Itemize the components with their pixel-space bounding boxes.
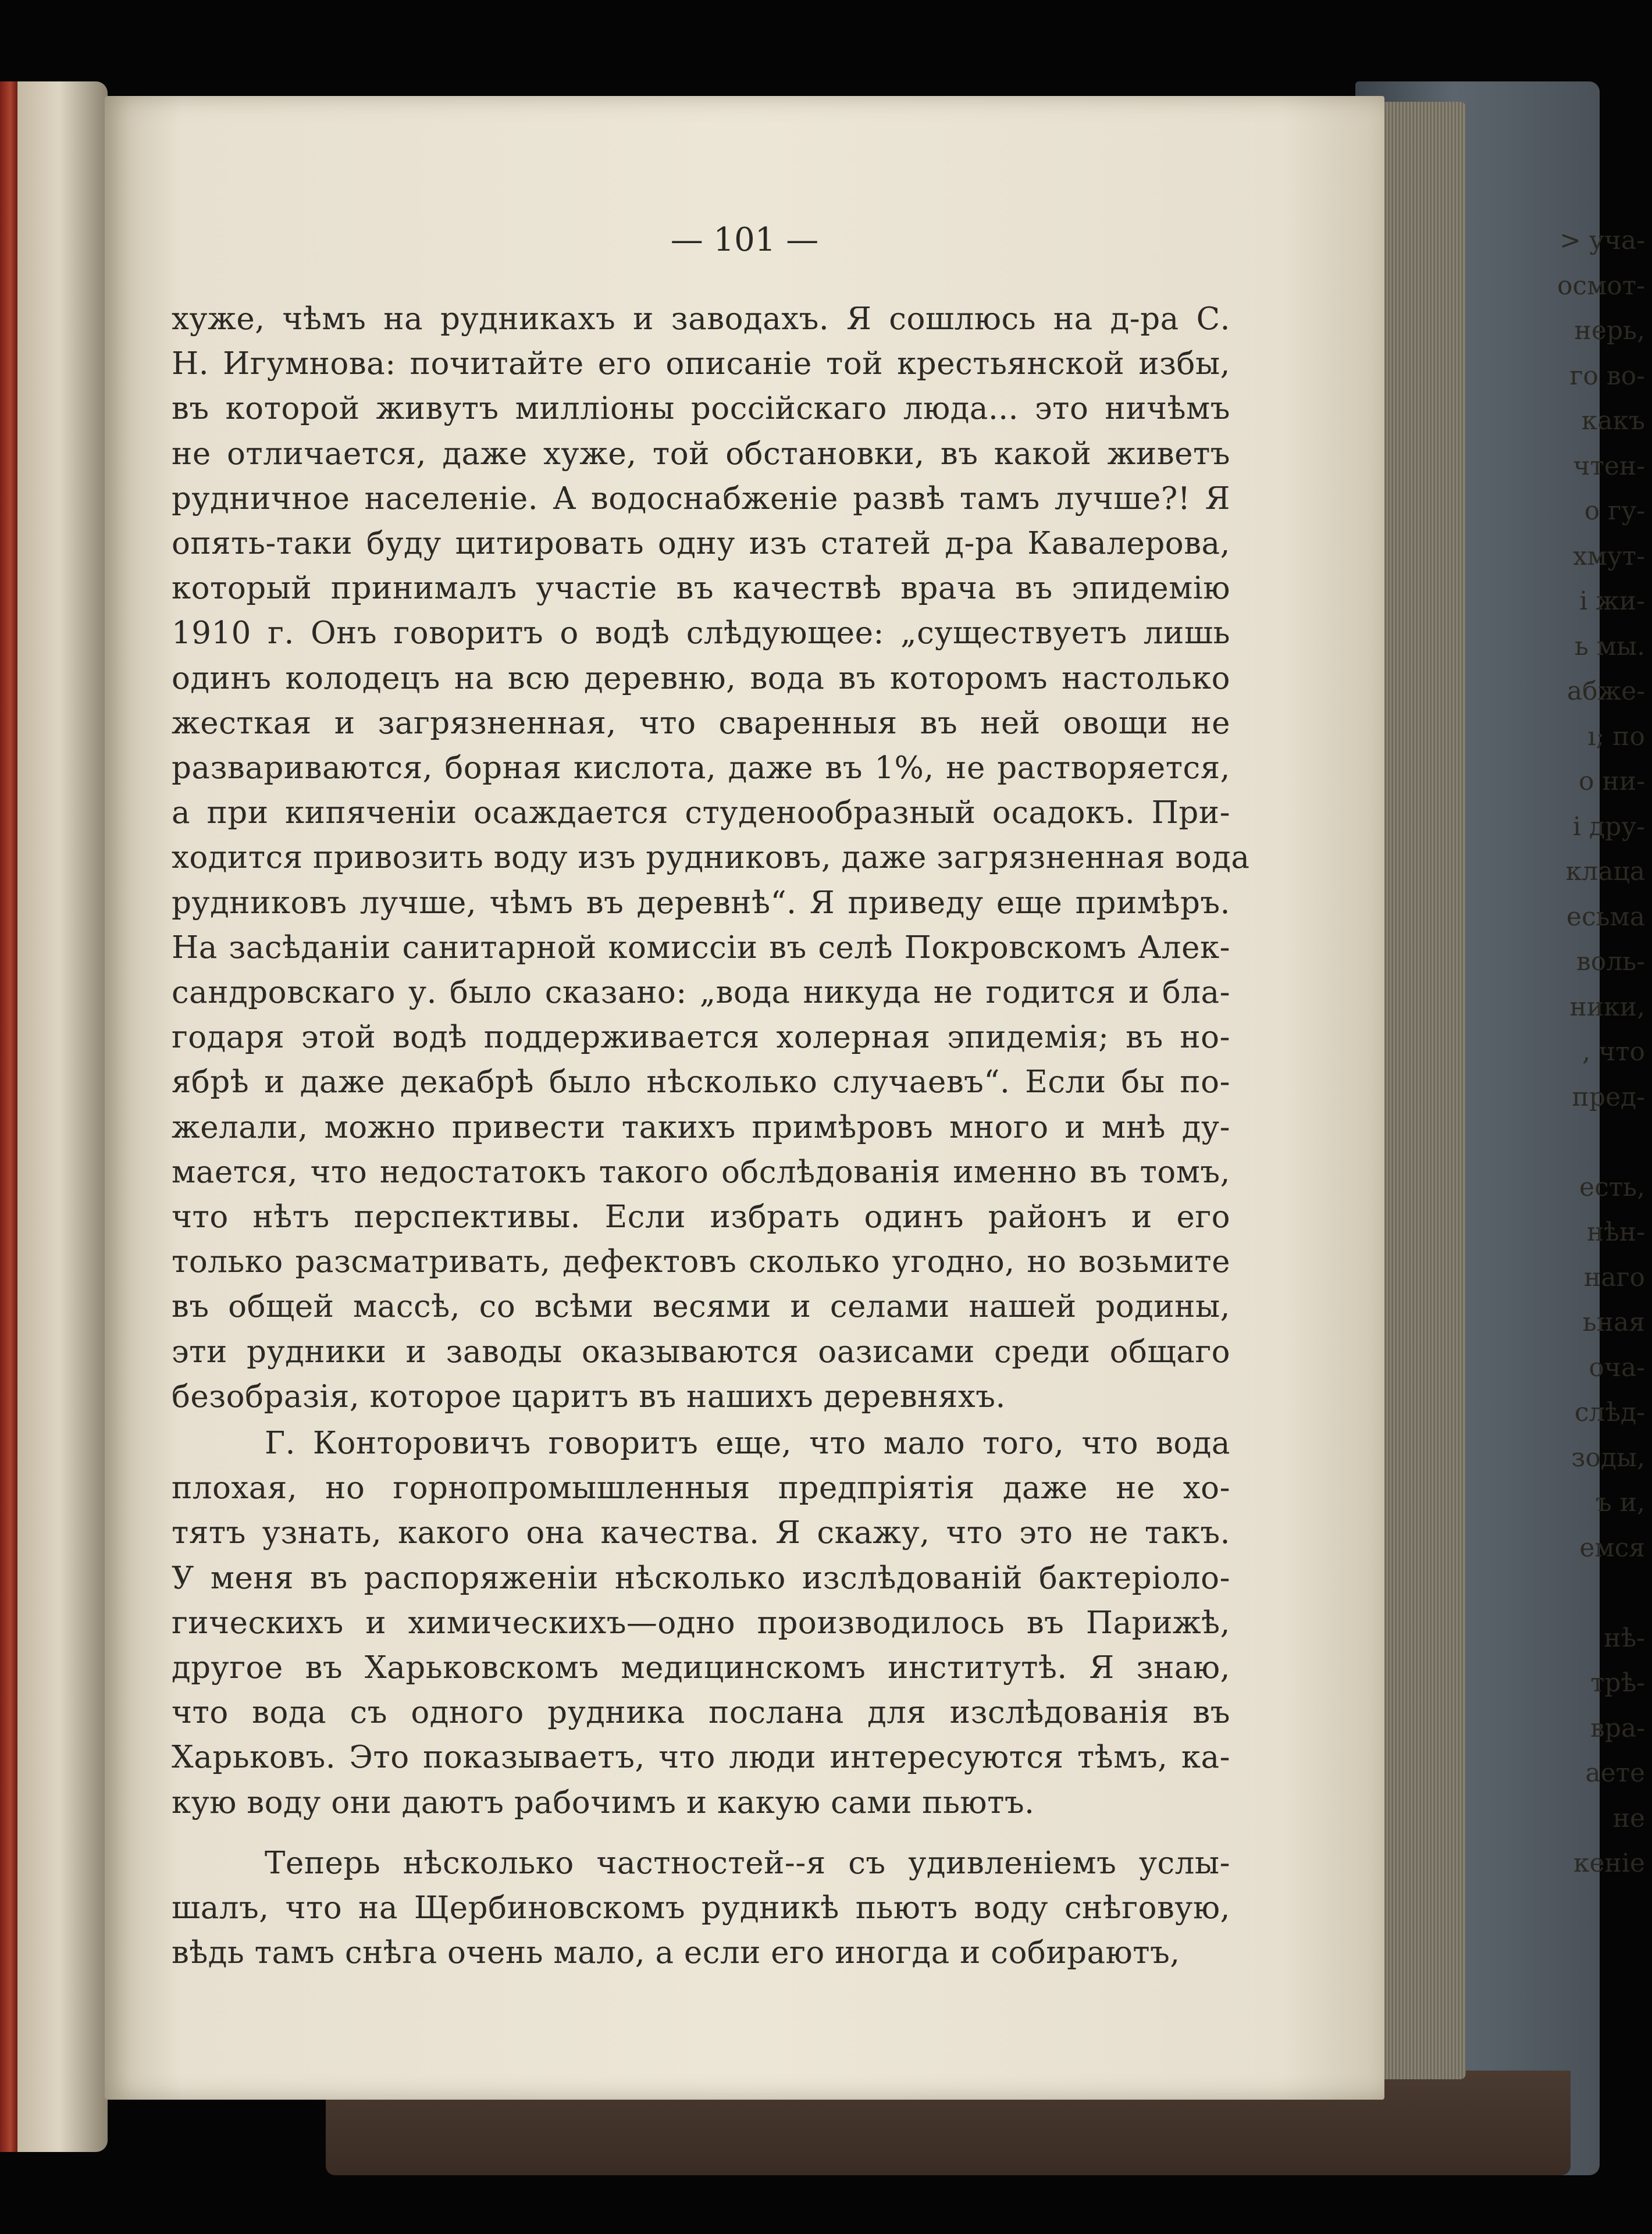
text-line: эти рудники и заводы оказываются оазисами среди общаго (172, 1334, 1230, 1370)
left-page-fragment: наго (1583, 1262, 1645, 1292)
text-line: кую воду они даютъ рабочимъ и какую сами пьютъ. (172, 1784, 1035, 1820)
text-line: ябрѣ и даже декабрѣ было нѣсколько случаевъ“. Если бы по- (172, 1064, 1230, 1100)
page-block-edges (1379, 102, 1466, 2079)
left-page-red-edge (0, 81, 17, 2152)
text-line: гическихъ и химическихъ—одно производилось въ Парижѣ, (172, 1605, 1230, 1641)
text-line: 1910 г. Онъ говоритъ о водѣ слѣдующее: „существуетъ лишь (172, 615, 1230, 651)
text-line: сандровскаго у. было сказано: „вода никуда не годится и бла- (172, 975, 1230, 1011)
left-page-fragment: не (1612, 1803, 1645, 1833)
paragraph (172, 297, 1250, 1419)
text-line: мается, что недостатокъ такого обслѣдованія именно въ томъ, (172, 1154, 1230, 1190)
left-page-fragment: го во- (1569, 361, 1645, 391)
text-line: безобразія, которое царитъ въ нашихъ деревняхъ. (172, 1378, 1006, 1414)
left-page-text-fragments (1552, 218, 1645, 1886)
text-line: въ которой живутъ милліоны россійскаго люда... это ничѣмъ (172, 391, 1230, 427)
left-page-fragment: воль- (1576, 947, 1645, 977)
text-line: Теперь нѣсколько частностей--я съ удивленіемъ услы- (265, 1845, 1230, 1881)
left-page-fragment: і дру- (1572, 811, 1645, 842)
left-page-fragment: ники, (1569, 992, 1645, 1022)
left-page-fragment: чтен- (1573, 451, 1645, 481)
text-line: опять-таки буду цитировать одну изъ статей д-ра Кавалерова, (172, 526, 1230, 562)
text-line: Харьковъ. Это показываетъ, что люди интересуются тѣмъ, ка- (172, 1740, 1230, 1776)
text-line: что вода съ одного рудника послана для изслѣдованія въ (172, 1695, 1230, 1731)
text-line: жесткая и загрязненная, что сваренныя въ ней овощи не (172, 705, 1230, 741)
left-page-fragment (1552, 1120, 1645, 1165)
text-line: рудниковъ лучше, чѣмъ въ деревнѣ“. Я приведу еще примѣръ. (172, 885, 1230, 921)
left-page-fragment (1552, 1570, 1645, 1616)
left-page-fragment: оча- (1589, 1352, 1645, 1383)
left-page-fragment: і жи- (1579, 586, 1645, 616)
left-page-fragment: нерь, (1574, 316, 1645, 345)
left-page-fragment: ьная (1582, 1307, 1645, 1337)
left-page-fragment: пред- (1572, 1082, 1645, 1112)
text-line: тятъ узнать, какого она качества. Я скажу, что это не такъ. (172, 1515, 1230, 1551)
text-line: рудничное населеніе. А водоснабженіе развѣ тамъ лучше?! Я (172, 480, 1230, 516)
left-page-fragment: трѣ- (1590, 1668, 1645, 1698)
left-page-fragment: есть, (1579, 1172, 1645, 1202)
left-page-fragment: ı; по (1587, 721, 1645, 751)
left-page-fragment: о ни- (1579, 767, 1645, 796)
text-line: который принималъ участіе въ качествѣ врача въ эпидемію (172, 571, 1230, 607)
left-page-fragment: хмут- (1572, 541, 1645, 571)
text-line: Н. Игумнова: почитайте его описаніе той крестьянской избы, (172, 346, 1230, 382)
left-page-fragment: клаца (1565, 857, 1645, 886)
text-line: не отличается, даже хуже, той обстановки, въ какой живетъ (172, 436, 1230, 472)
left-page-fragment: , что (1582, 1037, 1645, 1067)
book-page (105, 96, 1384, 2100)
left-page-fragment: емся (1579, 1533, 1645, 1563)
text-line: годаря этой водѣ поддерживается холерная эпидемія; въ но- (172, 1020, 1230, 1056)
left-page-fragment: слѣд- (1574, 1398, 1645, 1427)
text-line: Г. Конторовичъ говоритъ еще, что мало того, что вода (265, 1426, 1230, 1461)
text-line: вѣдь тамъ снѣга очень мало, а если его иногда и собираютъ, (172, 1935, 1180, 1971)
text-line: въ общей массѣ, со всѣми весями и селами нашей родины, (172, 1289, 1230, 1325)
text-line: другое въ Харьковскомъ медицинскомъ институтѣ. Я знаю, (172, 1650, 1230, 1686)
left-page-fragment: ъ и, (1595, 1488, 1645, 1517)
left-page-fragment: нѣ- (1604, 1623, 1645, 1653)
text-line: развариваются, борная кислота, даже въ 1%, не растворяется, (172, 750, 1230, 786)
left-page-fragment: нѣн- (1586, 1217, 1645, 1247)
left-page-fragment: аете (1585, 1758, 1645, 1788)
text-line: плохая, но горнопромышленныя предпріятія даже не хо- (172, 1470, 1230, 1506)
text-line: У меня въ распоряженіи нѣсколько изслѣдованій бактеріоло- (172, 1560, 1230, 1596)
left-page-fragment: ь мы. (1574, 631, 1645, 661)
paragraph (172, 1421, 1230, 1825)
text-line: одинъ колодецъ на всю деревню, вода въ которомъ настолько (172, 660, 1230, 696)
text-line: желали, можно привести такихъ примѣровъ много и мнѣ ду- (172, 1109, 1230, 1145)
left-page-fragment: кеніе (1573, 1848, 1645, 1878)
text-line: ходится привозить воду изъ рудниковъ, даже загрязненная вода (172, 840, 1250, 876)
paragraph (172, 1841, 1230, 1976)
text-line: что нѣтъ перспективы. Если избрать одинъ районъ и его (172, 1199, 1230, 1235)
text-line: только разсматривать, дефектовъ сколько угодно, но возьмите (172, 1244, 1230, 1280)
left-page-fragment: какъ (1581, 406, 1645, 436)
left-page-fragment: абже- (1566, 676, 1645, 706)
text-line: хуже, чѣмъ на рудникахъ и заводахъ. Я сошлюсь на д-ра С. (172, 301, 1230, 337)
left-page-fragment: вра- (1590, 1713, 1645, 1743)
text-line: а при кипяченіи осаждается студенообразный осадокъ. При- (172, 795, 1230, 831)
left-page-fragment: > уча- (1560, 226, 1645, 255)
left-page-fragment: зоды, (1571, 1442, 1645, 1473)
left-page-fragment: осмот- (1557, 270, 1645, 301)
left-page-fragment: есьма (1566, 902, 1645, 932)
page-number: — 101 — (670, 221, 819, 259)
text-line: На засѣданіи санитарной комиссіи въ селѣ Покровскомъ Алек- (172, 929, 1230, 965)
left-page-fragment: о гу- (1584, 496, 1645, 526)
text-line: шалъ, что на Щербиновскомъ рудникѣ пьютъ воду снѣговую, (172, 1890, 1230, 1926)
